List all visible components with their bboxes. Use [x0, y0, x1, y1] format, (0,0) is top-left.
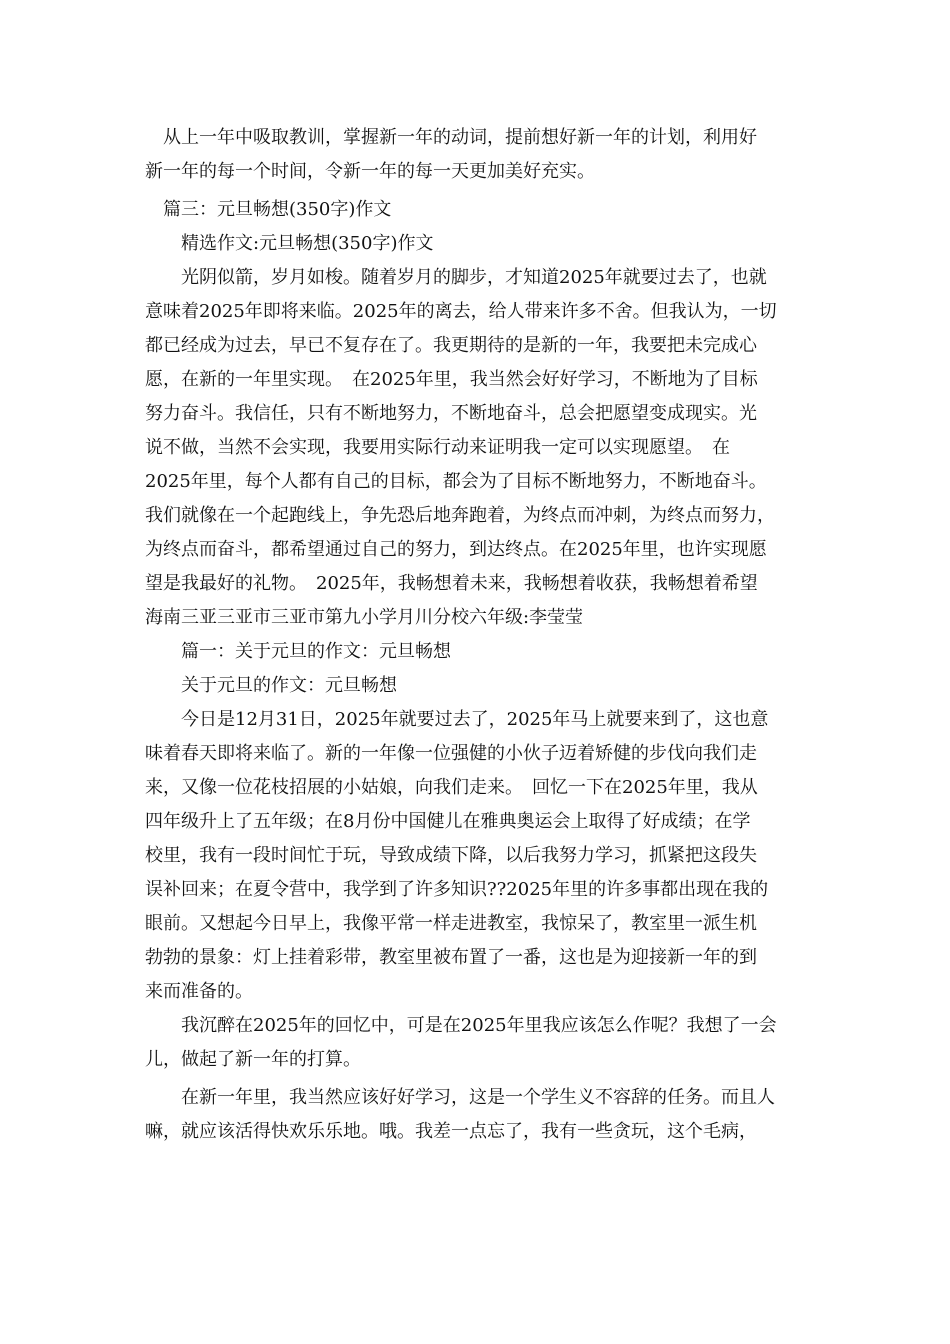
text-line: 来，又像一位花枝招展的小姑娘，向我们走来。 回忆一下在2025年里，我从	[145, 777, 758, 798]
text-line: 我沉醉在2025年的回忆中，可是在2025年里我应该怎么作呢？我想了一会	[145, 1015, 777, 1036]
text-line: 勃勃的景象：灯上挂着彩带，教室里被布置了一番，这也是为迎接新一年的到	[145, 947, 757, 968]
section-heading: 篇一：关于元旦的作文：元旦畅想	[145, 641, 451, 662]
text-line: 味着春天即将来临了。新的一年像一位强健的小伙子迈着矫健的步伐向我们走	[145, 743, 757, 764]
article-title: 关于元旦的作文：元旦畅想	[145, 675, 397, 696]
text-line: 意味着2025年即将来临。2025年的离去，给人带来许多不舍。但我认为，一切	[145, 301, 777, 322]
author-line: 海南三亚三亚市三亚市第九小学月川分校六年级:李莹莹	[145, 607, 584, 628]
text-line: 嘛，就应该活得快欢乐乐地。哦。我差一点忘了，我有一些贪玩，这个毛病，	[145, 1121, 757, 1142]
text-line: 儿，做起了新一年的打算。	[145, 1049, 361, 1070]
section-heading: 篇三：元旦畅想(350字)作文	[145, 199, 392, 220]
text-line: 校里，我有一段时间忙于玩，导致成绩下降，以后我努力学习，抓紧把这段失	[145, 845, 757, 866]
text-line: 努力奋斗。我信任，只有不断地努力，不断地奋斗，总会把愿望变成现实。光	[145, 403, 757, 424]
text-line: 说不做，当然不会实现，我要用实际行动来证明我一定可以实现愿望。 在	[145, 437, 730, 458]
text-line: 愿，在新的一年里实现。 在2025年里，我当然会好好学习，不断地为了目标	[145, 369, 758, 390]
article-title: 精选作文:元旦畅想(350字)作文	[145, 233, 434, 254]
text-line: 望是我最好的礼物。 2025年，我畅想着未来，我畅想着收获，我畅想着希望	[145, 573, 758, 594]
text-line: 2025年里，每个人都有自己的目标，都会为了目标不断地努力，不断地奋斗。	[145, 471, 767, 492]
text-line: 新一年的每一个时间，令新一年的每一天更加美好充实。	[145, 161, 595, 182]
text-line: 从上一年中吸取教训，掌握新一年的动词，提前想好新一年的计划，利用好	[145, 127, 757, 148]
text-line: 眼前。又想起今日早上，我像平常一样走进教室，我惊呆了，教室里一派生机	[145, 913, 757, 934]
text-line: 为终点而奋斗，都希望通过自己的努力，到达终点。在2025年里，也许实现愿	[145, 539, 767, 560]
text-line: 今日是12月31日，2025年就要过去了，2025年马上就要来到了，这也意	[145, 709, 769, 730]
text-line: 我们就像在一个起跑线上，争先恐后地奔跑着，为终点而冲刺，为终点而努力，	[145, 505, 775, 526]
text-line: 四年级升上了五年级；在8月份中国健儿在雅典奥运会上取得了好成绩；在学	[145, 811, 751, 832]
text-line: 在新一年里，我当然应该好好学习，这是一个学生义不容辞的任务。而且人	[145, 1087, 775, 1108]
text-line: 都已经成为过去，早已不复存在了。我更期待的是新的一年，我要把未完成心	[145, 335, 757, 356]
text-line: 来而准备的。	[145, 981, 253, 1002]
text-line: 误补回来；在夏令营中，我学到了许多知识??2025年里的许多事都出现在我的	[145, 879, 769, 900]
text-line: 光阴似箭，岁月如梭。随着岁月的脚步，才知道2025年就要过去了，也就	[145, 267, 767, 288]
